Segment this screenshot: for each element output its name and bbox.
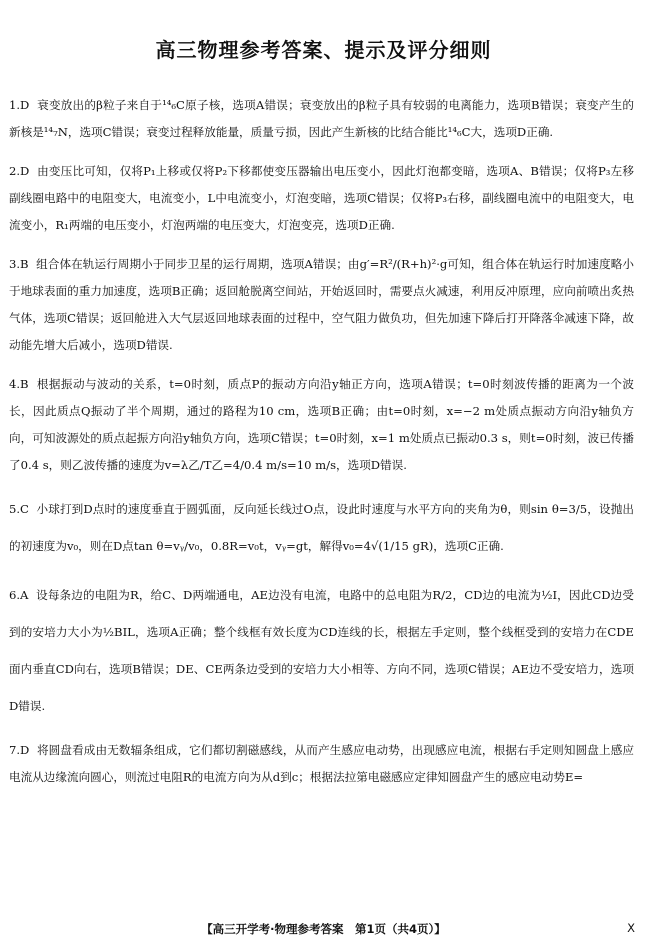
footer-page-info: 【高三开学考·物理参考答案 第1页（共4页）】: [201, 922, 446, 936]
answer-item-3: [9, 251, 634, 359]
answer-number: 7.D: [9, 743, 30, 757]
answer-item-4: [9, 371, 634, 479]
answer-item-1: [9, 92, 634, 146]
answer-item-2: [9, 158, 634, 239]
answer-text: 由变压比可知，仅将P₁上移或仅将P₂下移都使变压器输出电压变小，因此灯泡都变暗，选项A、B错误；仅将P₃左移副线圈电路中的电阻变大，电流变小，L中电流变小，灯泡变暗，选项C错误；仅将P₃右移，副线圈电流中的电阻变大，电流变小，R₁两端的电压变小，灯泡两端的电压变大，灯泡变亮，选项D正确.: [9, 164, 634, 232]
answer-text: 根据振动与波动的关系，t=0时刻，质点P的振动方向沿y轴正方向，选项A错误；t=0时刻波传播的距离为一个波长，因此质点Q振动了半个周期，通过的路程为10 cm，选项B正确；由t=0时刻，x=−2 m处质点振动方向沿y轴负方向，可知波源处的质点起振方向沿y轴负方向，选项C错误；t=0时刻，x=1 m处质点已振动0.3 s，则t=0时刻，波已传播了0.4 s，则乙波传播的速度为v=λ乙/T乙=4/0.4 m/s=10 m/s，选项D错误.: [9, 377, 634, 472]
answer-item-6: [9, 577, 634, 725]
answer-number: 6.A: [9, 588, 29, 602]
answer-text: 衰变放出的β粒子来自于¹⁴₆C原子核，选项A错误；衰变放出的β粒子具有较弱的电离能力，选项B错误；衰变产生的新核是¹⁴₇N，选项C错误；衰变过程释放能量，质量亏损，因此产生新核的比结合能比¹⁴₆C大，选项D正确.: [9, 98, 634, 139]
footer-mark: X: [627, 921, 635, 935]
page-title: 高三物理参考答案、提示及评分细则: [155, 38, 492, 62]
page-footer: [0, 921, 647, 937]
answer-number: 2.D: [9, 164, 30, 178]
answer-text: 组合体在轨运行周期小于同步卫星的运行周期，选项A错误；由g′=R²/(R+h)²·g可知，组合体在轨运行时加速度略小于地球表面的重力加速度，选项B正确；返回舱脱离空间站，开始返回时，需要点火减速，利用反冲原理，应向前喷出炙热气体，选项C错误；返回舱进入大气层返回地球表面的过程中，空气阻力做负功，但先加速下降后打开降落伞减速下降，故动能先增大后减小，选项D错误.: [9, 257, 635, 352]
answer-number: 3.B: [9, 257, 29, 271]
answer-number: 4.B: [9, 377, 29, 391]
answer-text: 小球打到D点时的速度垂直于圆弧面，反向延长线过O点，设此时速度与水平方向的夹角为θ，则sin θ=3/5，设抛出的初速度为v₀，则在D点tan θ=vᵧ/v₀，0.8R=v₀t，vᵧ=gt，解得v₀=4√(1/15 gR)，选项C正确.: [9, 502, 635, 553]
answer-item-5: [9, 491, 634, 565]
answer-list: [9, 92, 634, 791]
answer-item-7: [9, 737, 634, 791]
answer-text: 将圆盘看成由无数辐条组成，它们都切割磁感线，从而产生感应电动势，出现感应电流，根据右手定则知圆盘上感应电流从边缘流向圆心，则流过电阻R的电流方向为从d到c；根据法拉第电磁感应定律知圆盘产生的感应电动势E=: [9, 743, 634, 784]
answer-number: 1.D: [9, 98, 30, 112]
answer-number: 5.C: [9, 502, 29, 516]
answer-text: 设每条边的电阻为R，给C、D两端通电，AE边没有电流，电路中的总电阻为R/2，CD边的电流为½I，因此CD边受到的安培力大小为½BIL，选项A正确；整个线框有效长度为CD连线的长，根据左手定则，整个线框受到的安培力在CDE面内垂直CD向右，选项B错误；DE、CE两条边受到的安培力大小相等、方向不同，选项C错误；AE边不受安培力，选项D错误.: [9, 588, 634, 713]
